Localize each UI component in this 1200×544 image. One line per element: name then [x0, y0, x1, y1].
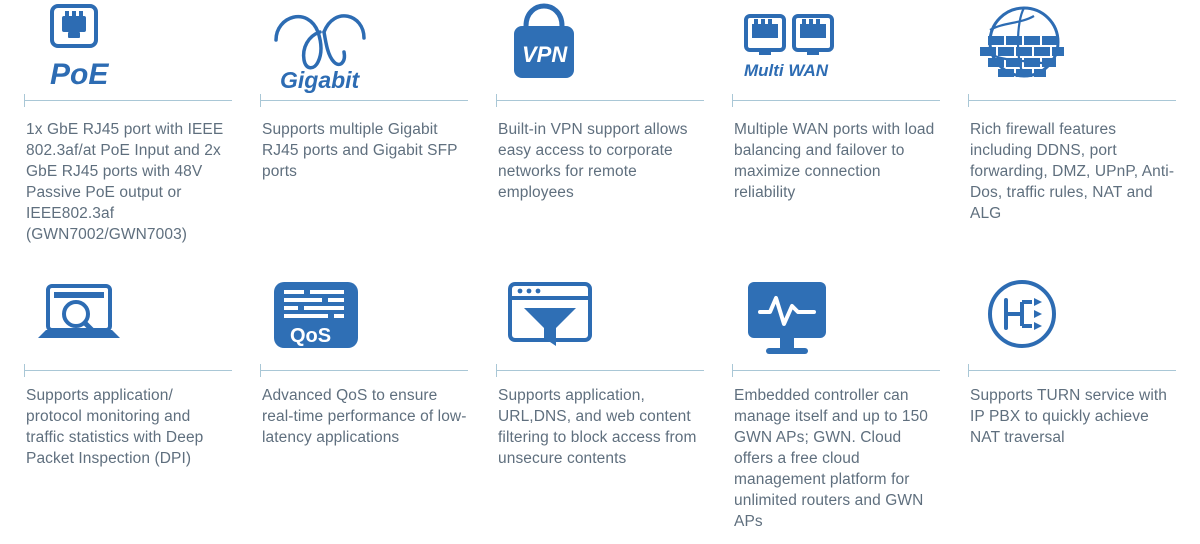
feature-text: Built-in VPN support allows easy access to corporate networks for remote employees — [498, 121, 688, 201]
divider — [968, 100, 1176, 101]
feature-text: Supports TURN service with IP PBX to quickly achieve NAT traversal — [970, 387, 1167, 446]
divider — [260, 370, 468, 371]
vpn-bag-icon — [496, 0, 704, 96]
divider — [24, 100, 232, 101]
feature-text: Advanced QoS to ensure real-time performance of low-latency applications — [262, 387, 467, 446]
divider — [732, 370, 940, 371]
svg-text:PoE: PoE — [50, 58, 109, 91]
qos-icon — [260, 272, 468, 366]
feature-card-turn — [954, 272, 1190, 544]
laptop-magnifier-icon — [24, 272, 232, 366]
feature-text: 1x GbE RJ45 port with IEEE 802.3af/at PoE Input and 2x GbE RJ45 ports with 48V Passive PoE output or IEEE802.3af (GWN7002/GWN7003) — [26, 121, 224, 243]
feature-text: Supports application, URL,DNS, and web content filtering to block access from unsecure contents — [498, 387, 697, 467]
divider — [496, 370, 704, 371]
feature-card-vpn — [482, 0, 718, 272]
feature-grid — [10, 0, 1190, 544]
divider — [732, 100, 940, 101]
feature-card-dpi — [10, 272, 246, 544]
feature-card-gigabit — [246, 0, 482, 272]
web-filter-icon — [496, 272, 704, 366]
gigabit-icon — [260, 0, 468, 96]
divider — [496, 100, 704, 101]
feature-text: Supports multiple Gigabit RJ45 ports and Gigabit SFP ports — [262, 121, 458, 180]
svg-text:Gigabit: Gigabit — [280, 67, 360, 93]
nat-traversal-icon — [968, 272, 1176, 366]
feature-card-poe — [10, 0, 246, 272]
svg-text:Multi WAN: Multi WAN — [744, 61, 829, 80]
feature-text: Multiple WAN ports with load balancing and failover to maximize connection reliability — [734, 121, 935, 201]
svg-text:QoS: QoS — [290, 325, 332, 347]
divider — [968, 370, 1176, 371]
feature-card-controller — [718, 272, 954, 544]
firewall-icon — [968, 0, 1176, 96]
svg-text:VPN: VPN — [522, 42, 568, 67]
feature-card-firewall — [954, 0, 1190, 272]
divider — [260, 100, 468, 101]
divider — [24, 370, 232, 371]
monitor-pulse-icon — [732, 272, 940, 366]
feature-text: Rich firewall features including DDNS, port forwarding, DMZ, UPnP, Anti-Dos, traffic rules, NAT and ALG — [970, 121, 1175, 222]
poe-port-icon — [24, 0, 232, 96]
feature-card-qos — [246, 272, 482, 544]
multi-wan-icon — [732, 0, 940, 96]
feature-text: Embedded controller can manage itself and up to 150 GWN APs; GWN. Cloud offers a free cloud management platform for unlimited routers and GWN APs — [734, 387, 929, 530]
feature-card-multi-wan — [718, 0, 954, 272]
feature-text: Supports application/ protocol monitoring and traffic statistics with Deep Packet Inspection (DPI) — [26, 387, 204, 467]
feature-card-filtering — [482, 272, 718, 544]
